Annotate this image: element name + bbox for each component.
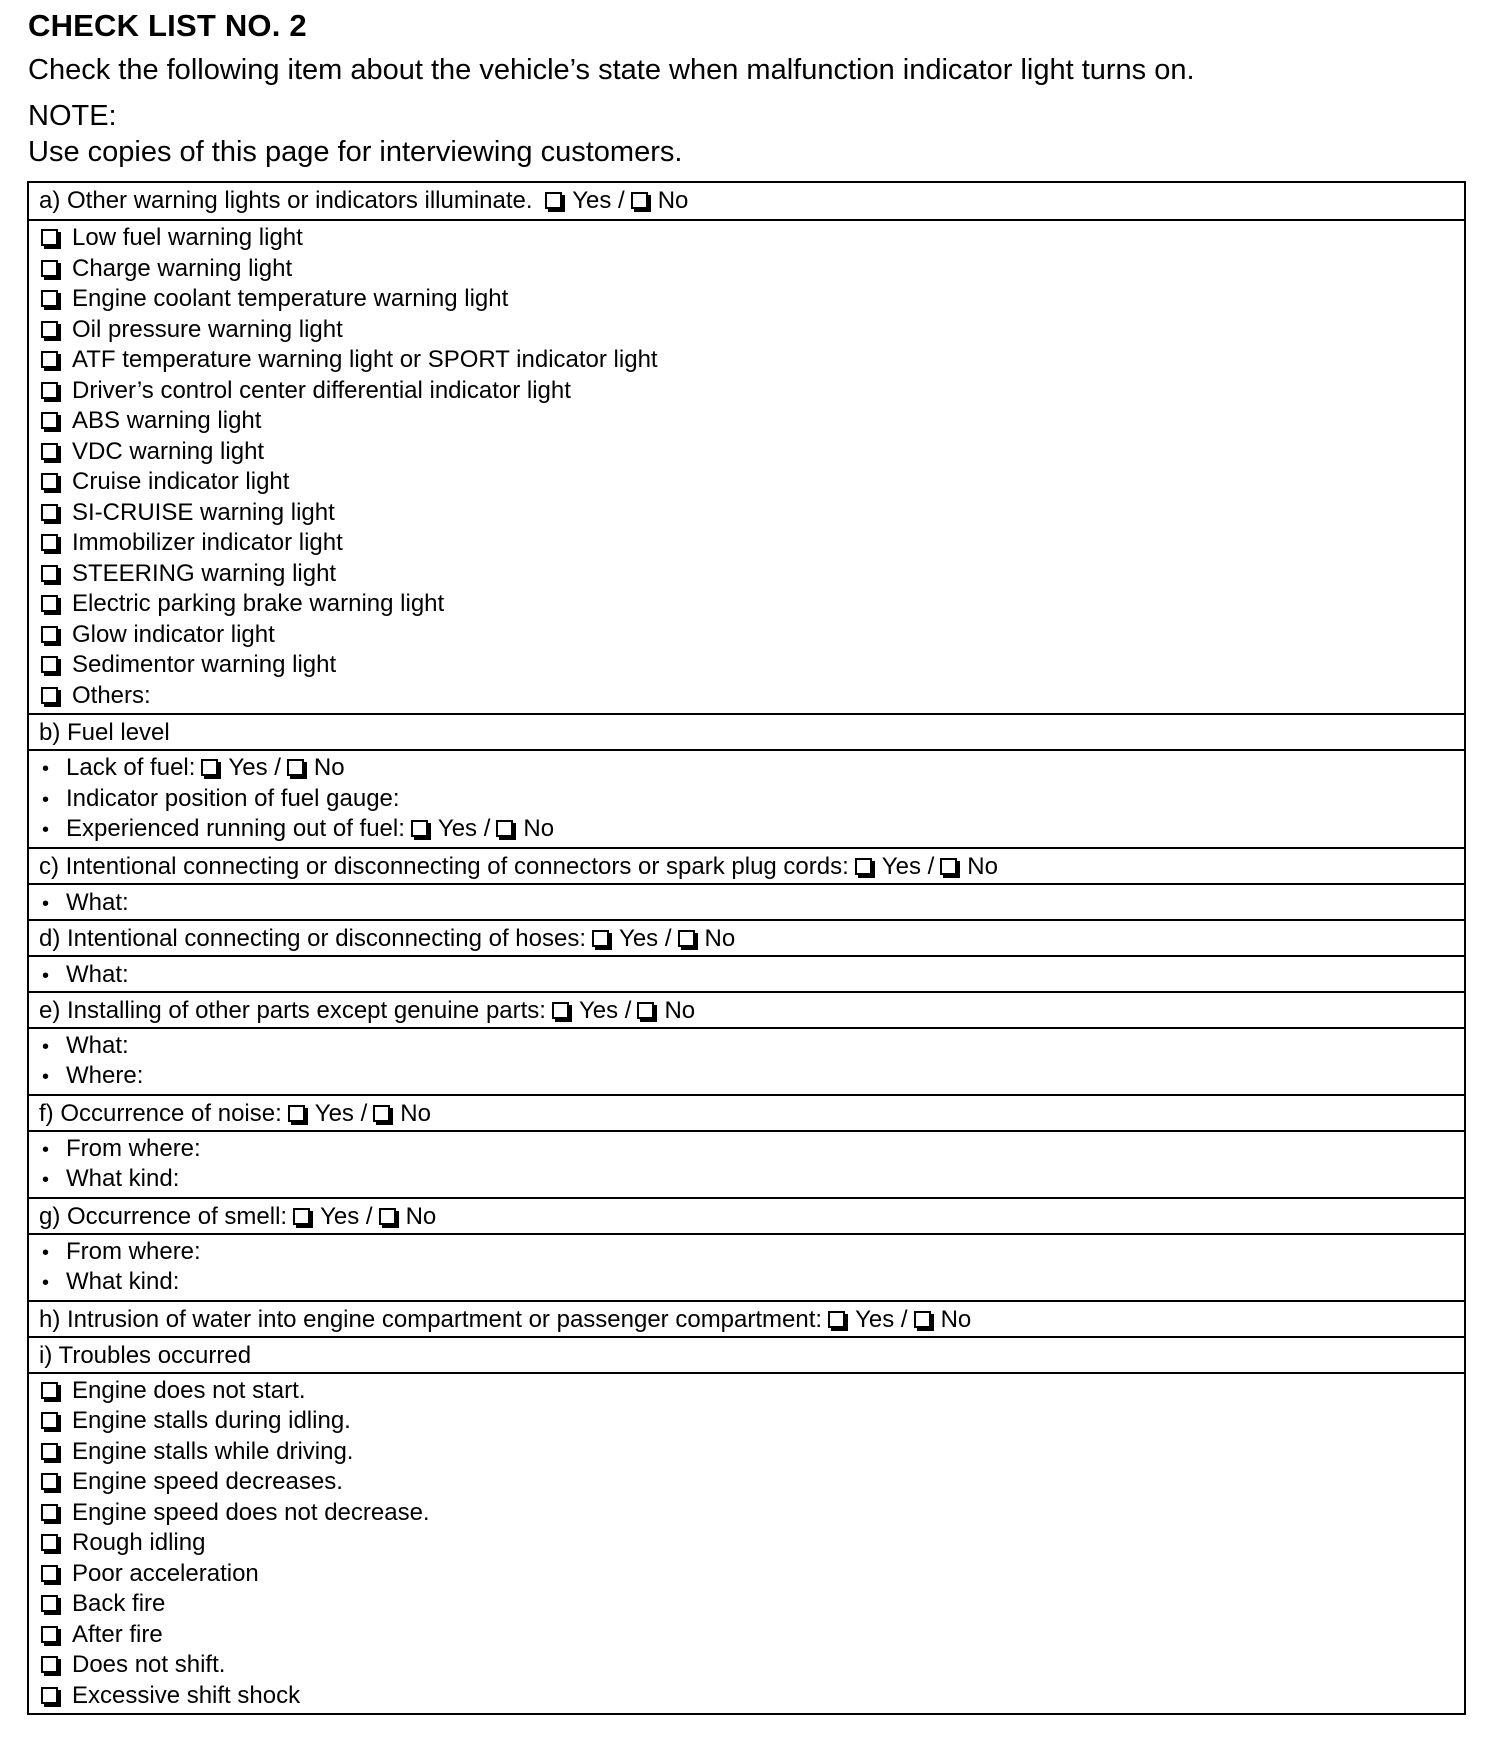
yes-checkbox[interactable]	[411, 820, 428, 837]
item-checkbox[interactable]	[41, 1504, 58, 1521]
item-checkbox[interactable]	[41, 687, 58, 704]
list-item: •What kind:	[39, 1164, 1464, 1195]
list-item: •What:	[39, 1031, 1464, 1062]
list-item: Excessive shift shock	[39, 1681, 1464, 1712]
section-d-what: •What:	[29, 955, 1464, 991]
item-checkbox[interactable]	[41, 656, 58, 673]
yes-checkbox[interactable]	[545, 192, 562, 209]
note-label: NOTE:	[28, 100, 117, 132]
item-checkbox[interactable]	[41, 229, 58, 246]
bullet-icon	[39, 1267, 66, 1299]
item-checkbox[interactable]	[41, 565, 58, 582]
list-item: •Experienced running out of fuel: Yes / No	[39, 814, 1464, 845]
list-item: Engine coolant temperature warning light	[39, 284, 1464, 315]
item-checkbox[interactable]	[41, 595, 58, 612]
no-checkbox[interactable]	[631, 192, 648, 209]
section-a-list	[29, 219, 1464, 713]
list-item: •Indicator position of fuel gauge:	[39, 784, 1464, 815]
list-item: Back fire	[39, 1589, 1464, 1620]
section-g-header: g) Occurrence of smell: Yes / No	[29, 1197, 1464, 1233]
item-checkbox[interactable]	[41, 260, 58, 277]
bullet-icon	[39, 1164, 66, 1196]
no-checkbox[interactable]	[637, 1002, 654, 1019]
list-item: Sedimentor warning light	[39, 650, 1464, 681]
bullet-icon	[39, 1031, 66, 1063]
item-checkbox[interactable]	[41, 1656, 58, 1673]
list-item: Engine speed decreases.	[39, 1467, 1464, 1498]
bullet-icon	[39, 753, 66, 785]
section-a-question: a) Other warning lights or indicators illuminate.	[39, 187, 533, 214]
section-c-what: •What:	[29, 883, 1464, 919]
section-c-header: c) Intentional connecting or disconnecting of connectors or spark plug cords: Yes / No	[29, 847, 1464, 883]
list-item: Poor acceleration	[39, 1559, 1464, 1590]
item-checkbox[interactable]	[41, 626, 58, 643]
yes-checkbox[interactable]	[855, 858, 872, 875]
list-item: Engine speed does not decrease.	[39, 1498, 1464, 1529]
bullet-icon	[39, 1061, 66, 1093]
item-checkbox[interactable]	[41, 1626, 58, 1643]
list-item: •Lack of fuel: Yes / No	[39, 753, 1464, 784]
yes-checkbox[interactable]	[288, 1105, 305, 1122]
bullet-icon	[39, 814, 66, 846]
item-checkbox[interactable]	[41, 1412, 58, 1429]
section-h-header: h) Intrusion of water into engine compartment or passenger compartment: Yes / No	[29, 1300, 1464, 1336]
item-checkbox[interactable]	[41, 321, 58, 338]
list-item: STEERING warning light	[39, 559, 1464, 590]
section-f-list	[29, 1130, 1464, 1197]
no-checkbox[interactable]	[379, 1208, 396, 1225]
item-checkbox[interactable]	[41, 1382, 58, 1399]
list-item: After fire	[39, 1620, 1464, 1651]
list-item: Engine stalls during idling.	[39, 1406, 1464, 1437]
section-b-list	[29, 749, 1464, 847]
list-item: Engine does not start.	[39, 1376, 1464, 1407]
section-a-header	[29, 183, 1464, 219]
bullet-icon	[39, 885, 66, 922]
list-item: VDC warning light	[39, 437, 1464, 468]
yes-checkbox[interactable]	[592, 930, 609, 947]
item-checkbox[interactable]	[41, 1687, 58, 1704]
item-checkbox[interactable]	[41, 382, 58, 399]
no-checkbox[interactable]	[496, 820, 513, 837]
bullet-icon	[39, 784, 66, 816]
no-checkbox[interactable]	[287, 759, 304, 776]
list-item: Engine stalls while driving.	[39, 1437, 1464, 1468]
list-item: Others:	[39, 681, 1464, 712]
bullet-icon	[39, 1134, 66, 1166]
yes-no-group: Yes / No	[539, 183, 688, 219]
no-checkbox[interactable]	[373, 1105, 390, 1122]
section-d-header: d) Intentional connecting or disconnecting of hoses: Yes / No	[29, 919, 1464, 955]
item-checkbox[interactable]	[41, 443, 58, 460]
section-e-header: e) Installing of other parts except genuine parts: Yes / No	[29, 991, 1464, 1027]
yes-checkbox[interactable]	[552, 1002, 569, 1019]
section-i-list	[29, 1372, 1464, 1714]
item-checkbox[interactable]	[41, 412, 58, 429]
list-item: SI-CRUISE warning light	[39, 498, 1464, 529]
bullet-icon	[39, 1237, 66, 1269]
list-item: Electric parking brake warning light	[39, 589, 1464, 620]
checklist-table	[27, 181, 1466, 1715]
no-checkbox[interactable]	[678, 930, 695, 947]
list-item: ABS warning light	[39, 406, 1464, 437]
list-item: ATF temperature warning light or SPORT indicator light	[39, 345, 1464, 376]
item-checkbox[interactable]	[41, 1565, 58, 1582]
item-checkbox[interactable]	[41, 290, 58, 307]
section-e-list	[29, 1027, 1464, 1094]
yes-checkbox[interactable]	[293, 1208, 310, 1225]
note-text: Use copies of this page for interviewing customers.	[28, 136, 683, 168]
list-item: Rough idling	[39, 1528, 1464, 1559]
list-item: Immobilizer indicator light	[39, 528, 1464, 559]
item-checkbox[interactable]	[41, 473, 58, 490]
list-item: Does not shift.	[39, 1650, 1464, 1681]
list-item: Cruise indicator light	[39, 467, 1464, 498]
item-checkbox[interactable]	[41, 1443, 58, 1460]
item-checkbox[interactable]	[41, 1473, 58, 1490]
list-item: •From where:	[39, 1237, 1464, 1268]
list-item: Driver’s control center differential indicator light	[39, 376, 1464, 407]
item-checkbox[interactable]	[41, 351, 58, 368]
section-g-list	[29, 1233, 1464, 1300]
yes-checkbox[interactable]	[201, 759, 218, 776]
section-i-header: i) Troubles occurred	[29, 1336, 1464, 1372]
list-item: •Where:	[39, 1061, 1464, 1092]
no-checkbox[interactable]	[914, 1311, 931, 1328]
no-checkbox[interactable]	[940, 858, 957, 875]
list-item: Oil pressure warning light	[39, 315, 1464, 346]
bullet-icon	[39, 957, 66, 994]
yes-checkbox[interactable]	[828, 1311, 845, 1328]
item-checkbox[interactable]	[41, 534, 58, 551]
list-item: •From where:	[39, 1134, 1464, 1165]
item-checkbox[interactable]	[41, 1534, 58, 1551]
list-item: Charge warning light	[39, 254, 1464, 285]
list-item: Glow indicator light	[39, 620, 1464, 651]
item-checkbox[interactable]	[41, 504, 58, 521]
page-title: CHECK LIST NO. 2	[28, 8, 307, 43]
section-f-header: f) Occurrence of noise: Yes / No	[29, 1094, 1464, 1130]
item-checkbox[interactable]	[41, 1595, 58, 1612]
list-item: Low fuel warning light	[39, 223, 1464, 254]
intro-text: Check the following item about the vehicle’s state when malfunction indicator light turns on.	[28, 54, 1195, 86]
list-item: •What kind:	[39, 1267, 1464, 1298]
section-b-header: b) Fuel level	[29, 713, 1464, 749]
